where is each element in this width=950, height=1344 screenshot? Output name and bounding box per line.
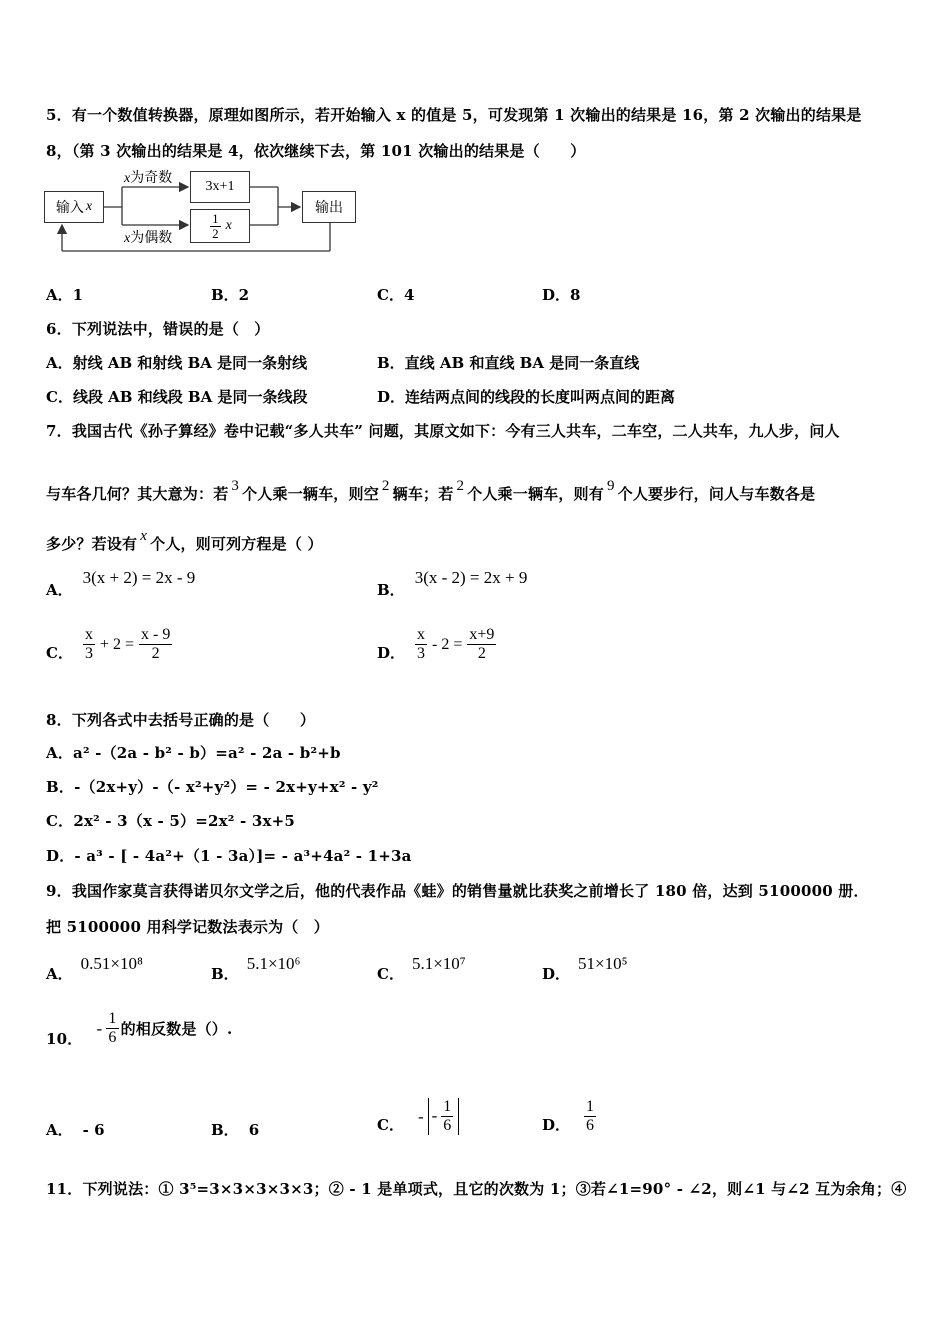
q10-option-c: C． - - $\frac{1}{6}$	[377, 1098, 459, 1135]
even-box: $\frac{1}{2}$ x	[190, 209, 250, 243]
q8-option-d: D．- a³ - [ - 4a²+（1 - 3a）]= - a³+4a² - 1+3a	[46, 847, 412, 865]
odd-label: x为奇数	[124, 170, 173, 186]
q8-option-b: B．-（2x+y）-（- x²+y²）= - 2x+y+x² - y²	[46, 778, 379, 796]
output-box: 输出	[302, 191, 356, 223]
input-box: 输入 x	[44, 191, 104, 223]
q11-line1: 11．下列说法：① 3⁵=3×3×3×3×3；② - 1 是单项式，且它的次数为 1；③若∠1=90° - ∠2，则∠1 与∠2 互为余角；④	[46, 1180, 907, 1198]
q7-line1: 7．我国古代《孙子算经》卷中记载“多人共车” 问题，其原文如下：今有三人共车，二车空，二人共车，九人步，问人	[46, 422, 840, 440]
odd-box: 3x+1	[190, 171, 250, 203]
q7-option-b: B．3(x - 2) = 2x + 9	[377, 568, 528, 599]
q7-option-d: D． $\frac{x}{3}$ - 2 = $\frac{x+9}{2}$	[377, 626, 495, 662]
q5-option-d: D．8	[542, 286, 581, 304]
q6-stem: 6．下列说法中，错误的是（ ）	[46, 320, 270, 338]
q5-line1: 5．有一个数值转换器，原理如图所示，若开始输入 x 的值是 5，可发现第 1 次输出的结果是 16，第 2 次输出的结果是	[46, 106, 862, 124]
q5-option-a: A．1	[46, 286, 84, 304]
q10-option-d: D． $\frac{1}{6}$	[542, 1098, 595, 1134]
q5-option-c: C．4	[377, 286, 415, 304]
q10-option-a: A． - 6	[46, 1121, 105, 1139]
q8-option-a: A．a² -（2a - b² - b）=a² - 2a - b²+b	[46, 744, 341, 762]
converter-diagram	[40, 165, 370, 260]
q10-option-b: B． 6	[211, 1121, 260, 1139]
q8-option-c: C．2x² - 3（x - 5）=2x² - 3x+5	[46, 812, 296, 830]
q7-option-c: C． $\frac{x}{3}$ + 2 = $\frac{x - 9}{2}$	[46, 626, 171, 662]
q7-line3: 多少？若设有 x 个人，则可列方程是（ ）	[46, 528, 323, 553]
q6-option-b: B．直线 AB 和直线 BA 是同一条直线	[377, 354, 640, 372]
q8-stem: 8．下列各式中去括号正确的是（ ）	[46, 711, 316, 729]
q7-line2: 与车各几何？其大意为：若 3 个人乘一辆车，则空 2 辆车；若 2 个人乘一辆车，则有 9 个人要步行，问人与车数各是	[46, 478, 816, 503]
q7-option-a: A．3(x + 2) = 2x - 9	[46, 568, 196, 599]
q9-line2: 把 5100000 用科学记数法表示为（ ）	[46, 918, 329, 936]
q6-option-d: D．连结两点间的线段的长度叫两点间的距离	[377, 388, 676, 406]
q9-option-b: B．5.1×10⁶	[211, 954, 301, 983]
q5-option-b: B．2	[211, 286, 250, 304]
q9-option-c: C．5.1×10⁷	[377, 954, 466, 983]
q6-option-c: C．线段 AB 和线段 BA 是同一条线段	[46, 388, 308, 406]
q9-option-a: A．0.51×10⁸	[46, 954, 143, 983]
q5-line2: 8，（第 3 次输出的结果是 4，依次继续下去，第 101 次输出的结果是（ ）	[46, 142, 586, 160]
q9-line1: 9．我国作家莫言获得诺贝尔文学之后，他的代表作品《蛙》的销售量就比获奖之前增长了 180 倍，达到 5100000 册．	[46, 882, 869, 900]
q6-option-a: A．射线 AB 和射线 BA 是同一条射线	[46, 354, 308, 372]
even-label: x为偶数	[124, 230, 173, 246]
q10-stem: 10． - $\frac{1}{6}$ 的相反数是（）.	[46, 1010, 233, 1048]
q9-option-d: D．51×10⁵	[542, 954, 628, 983]
